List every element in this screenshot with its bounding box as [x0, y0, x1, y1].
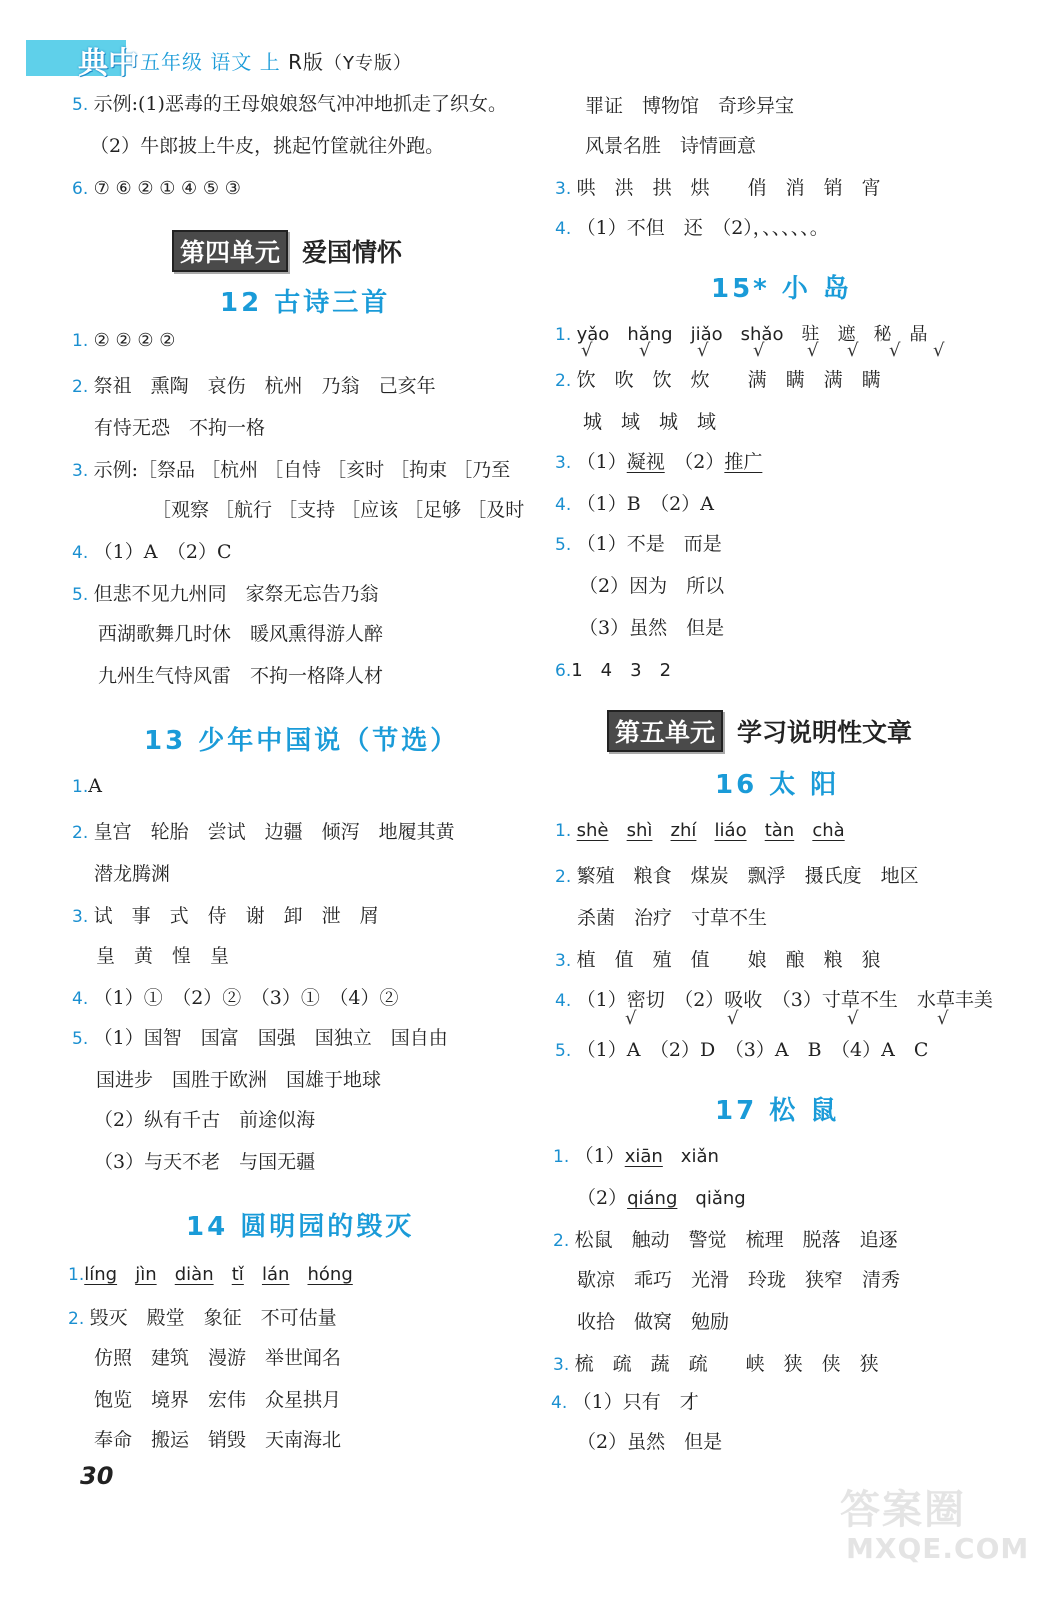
lesson-title: 12 古诗三首 [220, 288, 391, 318]
check-mark-icon: √ [753, 340, 765, 361]
lesson-title: 17 松 鼠 [715, 1096, 840, 1126]
answer-line: （2）因为 所以 [579, 575, 725, 597]
answer-line: 国进步 国胜于欧洲 国雄于地球 [96, 1069, 382, 1091]
answer-line: 收拾 做窝 勉励 [577, 1311, 730, 1333]
answer-line: 3. （1）凝视 （2）推广 [555, 451, 763, 473]
answer-line: 1. shè shì zhí liáo tàn chà [555, 820, 845, 841]
answer-line: 3. 梳 疏 蔬 疏 峡 狭 侠 狭 [553, 1353, 879, 1375]
answer-line: 4. （1）只有 才 [551, 1391, 699, 1413]
unit-heading: 第四单元 爱国情怀 [172, 230, 402, 272]
answer-line: 4. （1）A （2）C [72, 541, 232, 563]
answer-line: 6.1 4 3 2 [555, 660, 672, 681]
answer-line: 4. （1）不但 还 （2），、、、、、。 [555, 217, 829, 239]
answer-line: 皇 黄 惶 皇 [96, 945, 230, 967]
answer-line: 5. 但悲不见九州同 家祭无忘告乃翁 [72, 583, 379, 605]
answer-line: 5. （1）国智 国富 国强 国独立 国自由 [72, 1027, 448, 1049]
check-mark-icon: √ [933, 340, 945, 361]
answer-line: 1. （1）xiān xiǎn [553, 1145, 719, 1167]
answer-line: 3. 植 值 殖 值 娘 酿 粮 狼 [555, 949, 881, 971]
check-mark-icon: √ [727, 1008, 739, 1029]
check-mark-icon: √ [581, 340, 593, 361]
check-mark-icon: √ [937, 1008, 949, 1029]
unit-heading: 第五单元 学习说明性文章 [607, 710, 912, 752]
answer-line: 1.líng jìn diàn tǐ lán hóng [68, 1264, 353, 1285]
answer-line: 1. yǎo hǎng jiǎo shǎo 驻 遮 秘 晶 [555, 324, 928, 345]
answer-line: （3）与天不老 与国无疆 [94, 1151, 316, 1173]
answer-line: 2. 饮 吹 饮 炊 满 瞒 满 瞒 [555, 369, 881, 391]
answer-line: 潜龙腾渊 [94, 863, 171, 885]
check-mark-icon: √ [625, 1008, 637, 1029]
lesson-title: 16 太 阳 [715, 770, 840, 800]
answer-line: （2）纵有千古 前途似海 [94, 1109, 316, 1131]
answer-line: 4. （1）密切 （2）吸收 （3）寸草不生 水草丰美 [555, 989, 993, 1011]
check-mark-icon: √ [847, 340, 859, 361]
answer-line: （2）牛郎披上牛皮，挑起竹筐就往外跑。 [90, 135, 445, 157]
answer-line: 4. （1）① （2）② （3）① （4）② [72, 987, 399, 1009]
page-number: 30 [80, 1462, 114, 1490]
answer-line: 5. （1）A （2）D （3）A B （4）A C [555, 1039, 929, 1061]
answer-line: （2）qiáng qiǎng [577, 1187, 746, 1209]
answer-line: 城 域 城 域 [583, 411, 717, 433]
lesson-title: 13 少年中国说（节选） [144, 726, 460, 756]
answer-line: 罪证 博物馆 奇珍异宝 [585, 95, 795, 117]
answer-line: 5. （1）不是 而是 [555, 533, 722, 555]
check-mark-icon: √ [889, 340, 901, 361]
answer-line: 1. ② ② ② ② [72, 330, 176, 351]
answer-line: 2. 皇宫 轮胎 尝试 边疆 倾泻 地履其黄 [72, 821, 455, 843]
watermark: 答案圈 [840, 1487, 966, 1533]
answer-line: 3. 哄 洪 拱 烘 俏 消 销 宵 [555, 177, 881, 199]
answer-line: 4. （1）B （2）A [555, 493, 714, 515]
answer-line: 6. ⑦ ⑥ ② ① ④ ⑤ ③ [72, 178, 241, 199]
answer-line: 仿照 建筑 漫游 举世闻名 [94, 1347, 342, 1369]
lesson-title: 14 圆明园的毁灭 [186, 1212, 415, 1242]
answer-line: 2. 毁灭 殿堂 象征 不可估量 [68, 1307, 337, 1329]
check-mark-icon: √ [807, 340, 819, 361]
page-header [0, 0, 1037, 84]
answer-line: 奉命 搬运 销毁 天南海北 [94, 1429, 342, 1451]
answer-line: 5. 示例:(1)恶毒的王母娘娘怒气冲冲地抓走了织女。 [72, 93, 507, 115]
check-mark-icon: √ [639, 340, 651, 361]
check-mark-icon: √ [697, 340, 709, 361]
answer-line: 1.A [72, 775, 102, 797]
answer-line: 3. 试 事 式 侍 谢 卸 泄 屑 [72, 905, 379, 927]
answer-line: 2. 繁殖 粮食 煤炭 飘浮 摄氏度 地区 [555, 865, 919, 887]
answer-line: （2）虽然 但是 [577, 1431, 723, 1453]
answer-line: 歇凉 乖巧 光滑 玲珑 狭窄 清秀 [577, 1269, 901, 1291]
answer-line: 2. 祭祖 熏陶 哀伤 杭州 乃翁 己亥年 [72, 375, 436, 397]
answer-line: 风景名胜 诗情画意 [585, 135, 757, 157]
answer-line: 有恃无恐 不拘一格 [94, 417, 266, 439]
answer-line: 2. 松鼠 触动 警觉 梳理 脱落 追逐 [553, 1229, 898, 1251]
logo: 典中 [78, 46, 138, 81]
book-title: 五年级 语文 上 R版（Y专版） [140, 50, 412, 74]
answer-line: 3. 示例:［祭品 ［杭州 ［自恃 ［亥时 ［拘束 ［乃至 [72, 459, 511, 481]
answer-line: 九州生气恃风雷 不拘一格降人材 [98, 665, 384, 687]
answer-line: 西湖歌舞几时休 暖风熏得游人醉 [98, 623, 384, 645]
lesson-title: 15* 小 岛 [711, 274, 852, 304]
watermark-site: MXQE.COM [846, 1532, 1030, 1565]
answer-line: （3）虽然 但是 [579, 617, 725, 639]
answer-line: 杀菌 治疗 寸草不生 [577, 907, 768, 929]
answer-line: 饱览 境界 宏伟 众星拱月 [94, 1389, 342, 1411]
check-mark-icon: √ [847, 1008, 859, 1029]
answer-line: ［观察 ［航行 ［支持 ［应该 ［足够 ［及时 [152, 499, 525, 521]
